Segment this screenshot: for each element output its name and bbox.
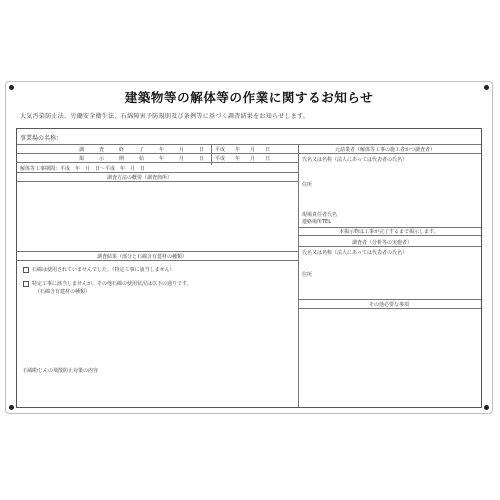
- divider: [298, 308, 481, 309]
- divider: [17, 172, 298, 173]
- site-manager-label: 現場責任者氏名: [302, 212, 338, 218]
- asbestos-types-label: （石綿含有建材の種類）: [35, 289, 91, 295]
- display-start-date: 平成 年 月 日: [215, 156, 271, 162]
- survey-done-label: 調 査 終 了 年 月 日: [79, 147, 210, 153]
- posting-notice: 本掲示物は工事が完了するまで掲示します。: [339, 229, 439, 235]
- checkbox-icon[interactable]: [23, 267, 29, 273]
- divider: [17, 162, 298, 163]
- checkbox-icon[interactable]: [23, 281, 29, 287]
- divider: [17, 181, 298, 182]
- dust-measures-label: 石綿粉じんの飛散防止対策の内容: [23, 368, 99, 374]
- surveyor-address-label: 住所: [302, 272, 313, 278]
- divider: [298, 235, 481, 236]
- orderer-name-label: 氏名又は名称（法人にあっては代表者の氏名）: [302, 157, 407, 163]
- divider: [298, 246, 481, 247]
- divider: [298, 299, 481, 300]
- divider: [17, 260, 298, 261]
- surveyor-name-label: 氏名又は名称（法人にあっては代表者の氏名）: [302, 250, 407, 256]
- divider: [298, 144, 299, 407]
- divider: [298, 153, 481, 154]
- work-period: 解体等工事期間：平成 年 月 日〜平成 年 月 日: [20, 166, 146, 172]
- surveyor-header: 調査者（分析等の実施者）: [352, 240, 413, 246]
- divider: [17, 144, 481, 145]
- divider: [17, 251, 298, 252]
- contact-label: 連絡場所TEL: [302, 219, 331, 225]
- board-title: 建築物等の解体等の作業に関するお知らせ: [124, 90, 374, 105]
- mounting-hole-bottom-right: [484, 405, 489, 410]
- survey-done-date: 平成 年 月 日: [215, 147, 271, 153]
- project-name-label: 事業場の名称：: [20, 135, 63, 142]
- survey-method-label: 調査方法の概要（調査箇所）: [107, 175, 173, 181]
- intro-text: 大気汚染防止法、労働安全衛生法、石綿障害予防規則及び条例等に基づく調査結果をお知らせします。: [20, 113, 310, 120]
- divider: [17, 153, 298, 154]
- notice-board: [5, 81, 493, 414]
- survey-result-label: 調査結果（部分と石綿含有建材の種類）: [97, 254, 188, 260]
- orderer-header: 元請業者（解体等工事の施工者かつ調査者）: [335, 147, 436, 153]
- orderer-address-label: 住所: [302, 182, 313, 188]
- other-items-header: その他必要な事項: [369, 302, 410, 308]
- checkbox-has-asbestos[interactable]: 特定工事に該当しませんが、その他石綿の使用状況は以下の通りです。: [23, 280, 192, 287]
- display-start-label: 掲 示 開 始 年 月 日: [79, 156, 210, 162]
- mounting-hole-bottom-left: [9, 405, 14, 410]
- form-frame: [16, 128, 482, 408]
- checkbox-no-asbestos[interactable]: 石綿は使用されていませんでした。（特定工事に該当しません）: [23, 266, 175, 273]
